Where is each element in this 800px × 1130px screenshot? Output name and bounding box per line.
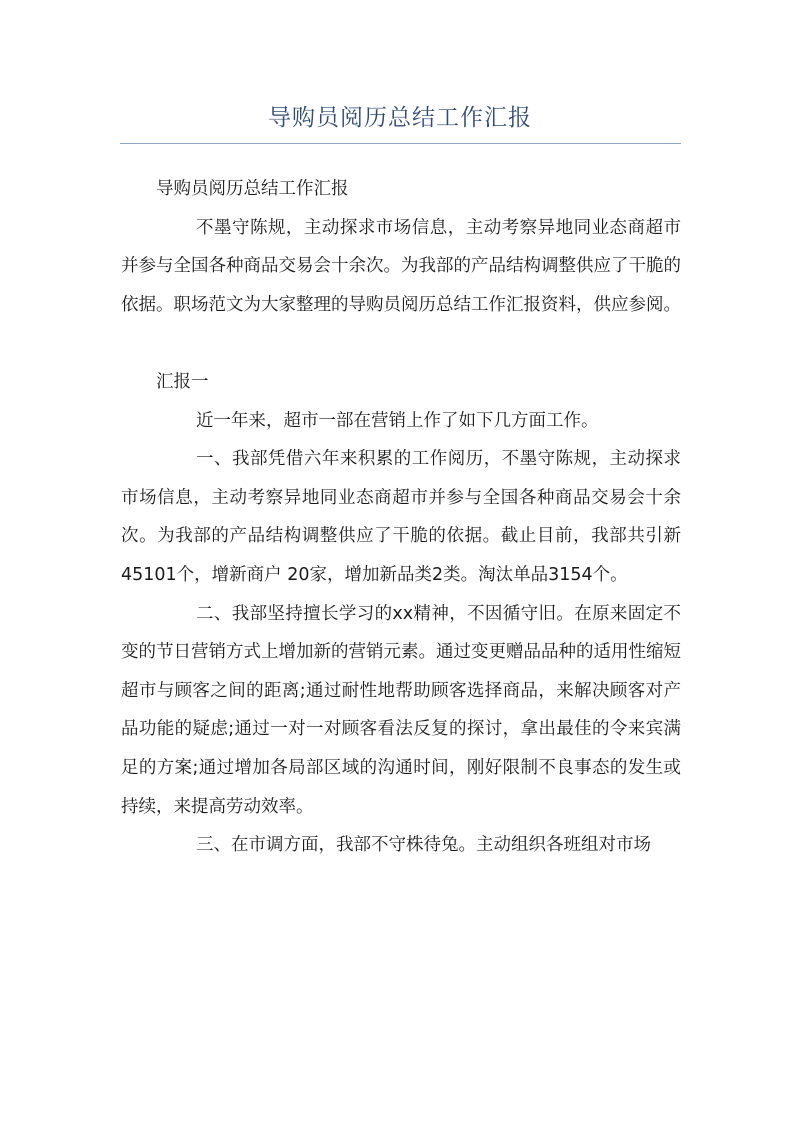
title-divider	[120, 143, 681, 144]
paragraph-1: 近一年来，超市一部在营销上作了如下几方面工作。	[196, 410, 599, 431]
document-subtitle: 导购员阅历总结工作汇报	[156, 179, 349, 199]
document-title: 导购员阅历总结工作汇报	[268, 105, 532, 131]
section-heading: 汇报一	[156, 371, 209, 392]
blank-line	[121, 324, 681, 363]
paragraph-4: 三、在市调方面，我部不守株待兔。主动组织各班组对市场	[196, 835, 651, 856]
intro-paragraph: 不墨守陈规，主动探求市场信息，主动考察异地同业态商超市并参与全国各种商品交易会十余次。为我部的产品结构调整供应了干脆的依据。职场范文为大家整理的导购员阅历总结工作汇报资料，供应参阅。	[121, 217, 681, 315]
paragraph-2: 一、我部凭借六年来积累的工作阅历，不墨守陈规，主动探求市场信息，主动考察异地同业态商超市并参与全国各种商品交易会十余次。为我部的产品结构调整供应了干脆的依据。截止目前，我部共引新 45101个，增新商户 20家，增加新品类2类。淘汰单品3154个。	[121, 449, 681, 585]
paragraph-3: 二、我部坚持擅长学习的xx精神，不因循守旧。在原来固定不变的节日营销方式上增加新的营销元素。通过变更赠品品种的适用性缩短超市与顾客之间的距离;通过耐性地帮助顾客选择商品，来解决顾客对产品功能的疑虑;通过一对一对顾客看法反复的探讨，拿出最佳的令来宾满足的方案;通过增加各局部区域的沟通时间，刚好限制不良事态的发生或持续，来提高劳动效率。	[121, 603, 681, 817]
document-body	[121, 170, 681, 865]
